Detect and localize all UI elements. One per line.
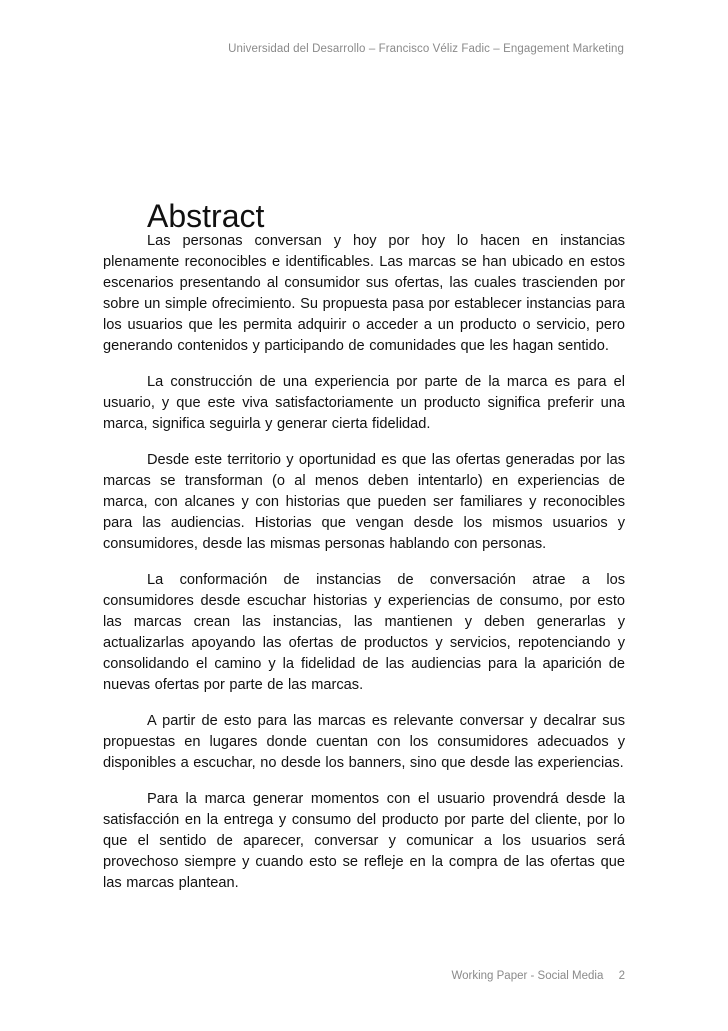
running-header: Universidad del Desarrollo – Francisco Véliz Fadic – Engagement Marketing [228, 43, 624, 55]
paragraph: Para la marca generar momentos con el usuario provendrá desde la satisfacción en la entrega y consumo del producto por parte del cliente, por lo que el sentido de aparecer, conversar y comunicar a los usuarios será provechoso siempre y cuando esto se refleje en la compra de las ofertas que las marcas plantean. [103, 791, 625, 891]
paragraph: Las personas conversan y hoy por hoy lo hacen en instancias plenamente reconocibles e identificables. Las marcas se han ubicado en estos escenarios presentando al consumidor sus ofertas, las cuales trascienden por sobre un simple ofrecimiento. Su propuesta pasa por establecer instancias para los usuarios que les permita adquirir o acceder a un producto o servicio, pero generando contenidos y participando de comunidades que les hagan sentido. [103, 233, 625, 354]
paragraph: La conformación de instancias de conversación atrae a los consumidores desde escuchar historias y experiencias de consumo, por esto las marcas crean las instancias, las mantienen y deben generarlas y actualizarlas apoyando las ofertas de productos y servicios, repotenciando y consolidando el camino y la fidelidad de las audiencias para la aparición de nuevas ofertas por parte de las marcas. [103, 572, 625, 693]
paragraph: A partir de esto para las marcas es relevante conversar y decalrar sus propuestas en lugares donde cuentan con los consumidores adecuados y disponibles a escuchar, no desde los banners, sino que desde las experiencias. [103, 713, 625, 771]
page-number: 2 [618, 970, 625, 982]
abstract-body [103, 231, 625, 909]
paragraph: La construcción de una experiencia por parte de la marca es para el usuario, y que este viva satisfactoriamente un producto significa preferir una marca, significa seguirla y generar cierta fidelidad. [103, 374, 625, 432]
paragraph: Desde este territorio y oportunidad es que las ofertas generadas por las marcas se transforman (o al menos deben intentarlo) en experiencias de marca, con alcanes y con historias que pueden ser familiares y reconocibles para las audiencias. Historias que vengan desde los mismos usuarios y consumidores, desde las mismas personas hablando con personas. [103, 452, 625, 552]
footer-label: Working Paper - Social Media [451, 970, 604, 982]
section-title: Abstract [147, 198, 265, 234]
page-footer [380, 970, 625, 983]
